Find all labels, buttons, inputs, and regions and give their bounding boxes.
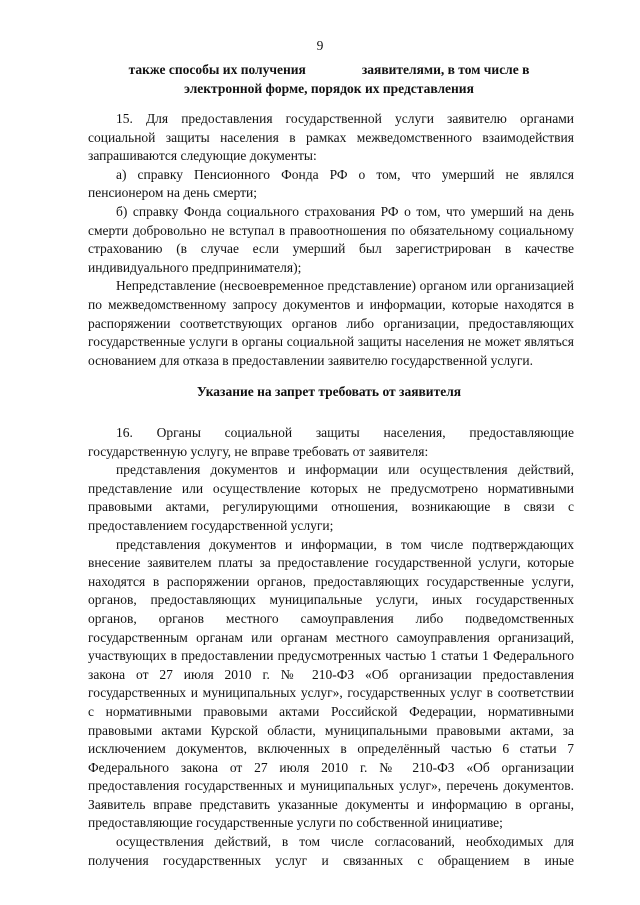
paragraph-16-documents-not-required: представления документов и информации или осуществления действий, представление или осуществление которых не предусмотрено нормативными правовыми актами, регулирующими отношения, возникающие в связи с предоставлением государственной услуги; (88, 462, 574, 533)
paragraph-15-b: б) справку Фонда социального страхования РФ о том, что умерший на день смерти добровольно не вступал в правоотношения по обязательному социальному страхованию (в случае если умерший был зарегистрирован в качестве индивидуального предпринимателя); (88, 203, 574, 275)
page-number: 9 (316, 38, 324, 53)
paragraph-15-nonsubmission: Непредставление (несвоевременное представление) органом или организацией по межведомственному запросу документов и информации, которые находятся в распоряжении соответствующих органов либо организации, предоставляющих государственные услуги в органы социальной защиты населения не может являться основанием для отказа в предоставлении заявителю государственной услуги. (88, 278, 574, 368)
paragraph-15-intro: 15. Для предоставления государственной услуги заявителю органами социальной защиты населения в рамках межведомственного взаимодействия запрашиваются следующие документы: (88, 111, 574, 164)
heading-line-1 (88, 60, 570, 79)
paragraph-15-a: а) справку Пенсионного Фонда РФ о том, что умерший не являлся пенсионером на день смерти; (88, 166, 574, 201)
heading-line-2: электронной форме, порядок их представления (184, 81, 474, 96)
section-15 (88, 110, 574, 370)
paragraph-16-intro: 16. Органы социальной защиты населения, предоставляющие государственную услугу, не вправе требовать от заявителя: (88, 425, 574, 459)
section-16 (88, 424, 574, 870)
heading-line-1-part-a: также способы их получения (128, 62, 306, 77)
section-heading-prohibition: Указание на запрет требовать от заявителя (196, 384, 462, 399)
paragraph-16-documents-in-possession: представления документов и информации, в том числе подтверждающих внесение заявителем платы за предоставление государственной услуги, которые находятся в распоряжении органов, предоставляющих государственные услуги, органов, предоставляющих муниципальные услуги, иных государственных органов, органов местного самоуправления либо подведомственных государственным органам или органам местного самоуправления организаций, участвующих в предоставлении предусмотренных частью 1 статьи 1 Федерального закона от 27 июля 2010 г. № 210-ФЗ «Об организации предоставления государственных и муниципальных услуг», государственных услуг в соответствии с нормативными правовыми актами Российской Федерации, нормативными правовыми актами Курской области, муниципальными правовыми актами, за исключением документов, включенных в определённый частью 6 статьи 7 Федерального закона от 27 июля 2010 г. № 210-ФЗ «Об организации предоставления государственных и муниципальных услуг», перечень документов. Заявитель вправе представить указанные документы и информацию в органы, предоставляющие государственные услуги по собственной инициативе; (88, 536, 574, 831)
paragraph-16-actions: осуществления действий, в том числе согласований, необходимых для получения государственных услуг и связанных с обращением в иные (88, 834, 574, 868)
heading-line-1-part-b: заявителями, в том числе в (361, 62, 530, 77)
section-heading-documents (88, 60, 570, 98)
